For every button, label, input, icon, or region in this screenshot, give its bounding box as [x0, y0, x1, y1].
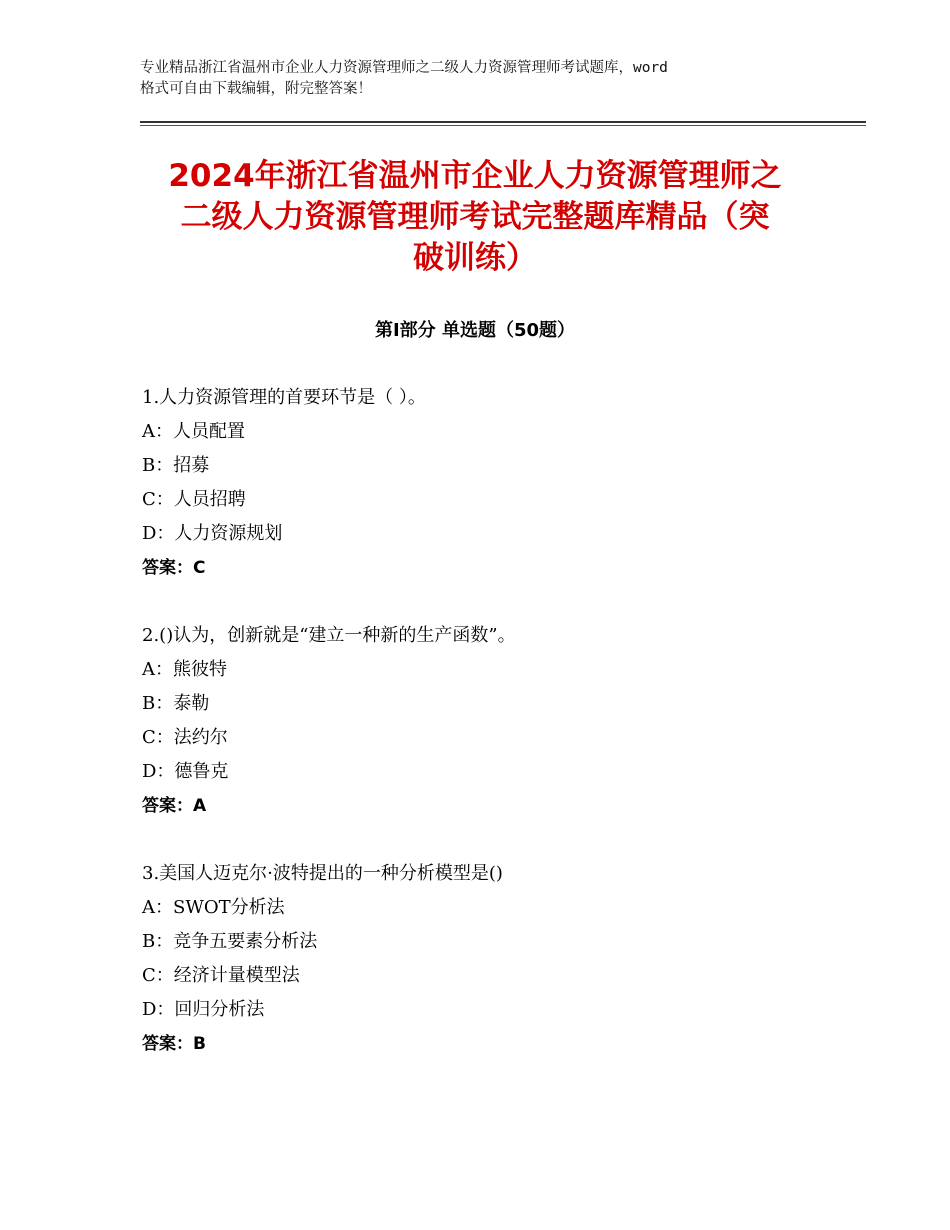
option-c: C：人员招聘	[142, 489, 246, 510]
header-divider-thick	[140, 121, 866, 123]
option-a: A：熊彼特	[142, 659, 227, 680]
option-b: B：泰勒	[142, 693, 210, 714]
option-c: C：经济计量模型法	[142, 965, 300, 986]
answer: 答案：C	[142, 558, 206, 578]
question-stem: 1.人力资源管理的首要环节是（ ）。	[142, 387, 426, 408]
question-stem: 3.美国人迈克尔·波特提出的一种分析模型是()	[142, 863, 503, 884]
answer: 答案：B	[142, 1034, 206, 1054]
question-stem: 2.()认为，创新就是“建立一种新的生产函数”。	[142, 625, 516, 646]
option-a: A：人员配置	[142, 421, 245, 442]
question-3	[142, 857, 842, 1061]
option-a: A：SWOT分析法	[142, 897, 285, 918]
document-title-line-3: 破训练）	[413, 240, 537, 276]
option-b: B：竞争五要素分析法	[142, 931, 318, 952]
option-b: B：招募	[142, 455, 210, 476]
option-d: D：回归分析法	[142, 999, 265, 1020]
section-title: 第Ⅰ部分 单选题（50题）	[374, 320, 575, 341]
header-note	[140, 58, 830, 100]
header-note-line-1: 专业精品浙江省温州市企业人力资源管理师之二级人力资源管理师考试题库，word	[140, 60, 668, 76]
option-d: D：德鲁克	[142, 761, 229, 782]
option-d: D：人力资源规划	[142, 523, 283, 544]
question-2	[142, 619, 842, 823]
question-1	[142, 381, 842, 585]
document-title-line-2: 二级人力资源管理师考试完整题库精品（突	[180, 199, 770, 235]
header-note-line-2: 格式可自由下载编辑，附完整答案！	[140, 81, 372, 97]
answer: 答案：A	[142, 796, 207, 816]
header-divider-thin	[140, 125, 866, 126]
option-c: C：法约尔	[142, 727, 228, 748]
document-title	[130, 156, 820, 279]
document-title-line-1: 2024年浙江省温州市企业人力资源管理师之	[168, 158, 782, 194]
